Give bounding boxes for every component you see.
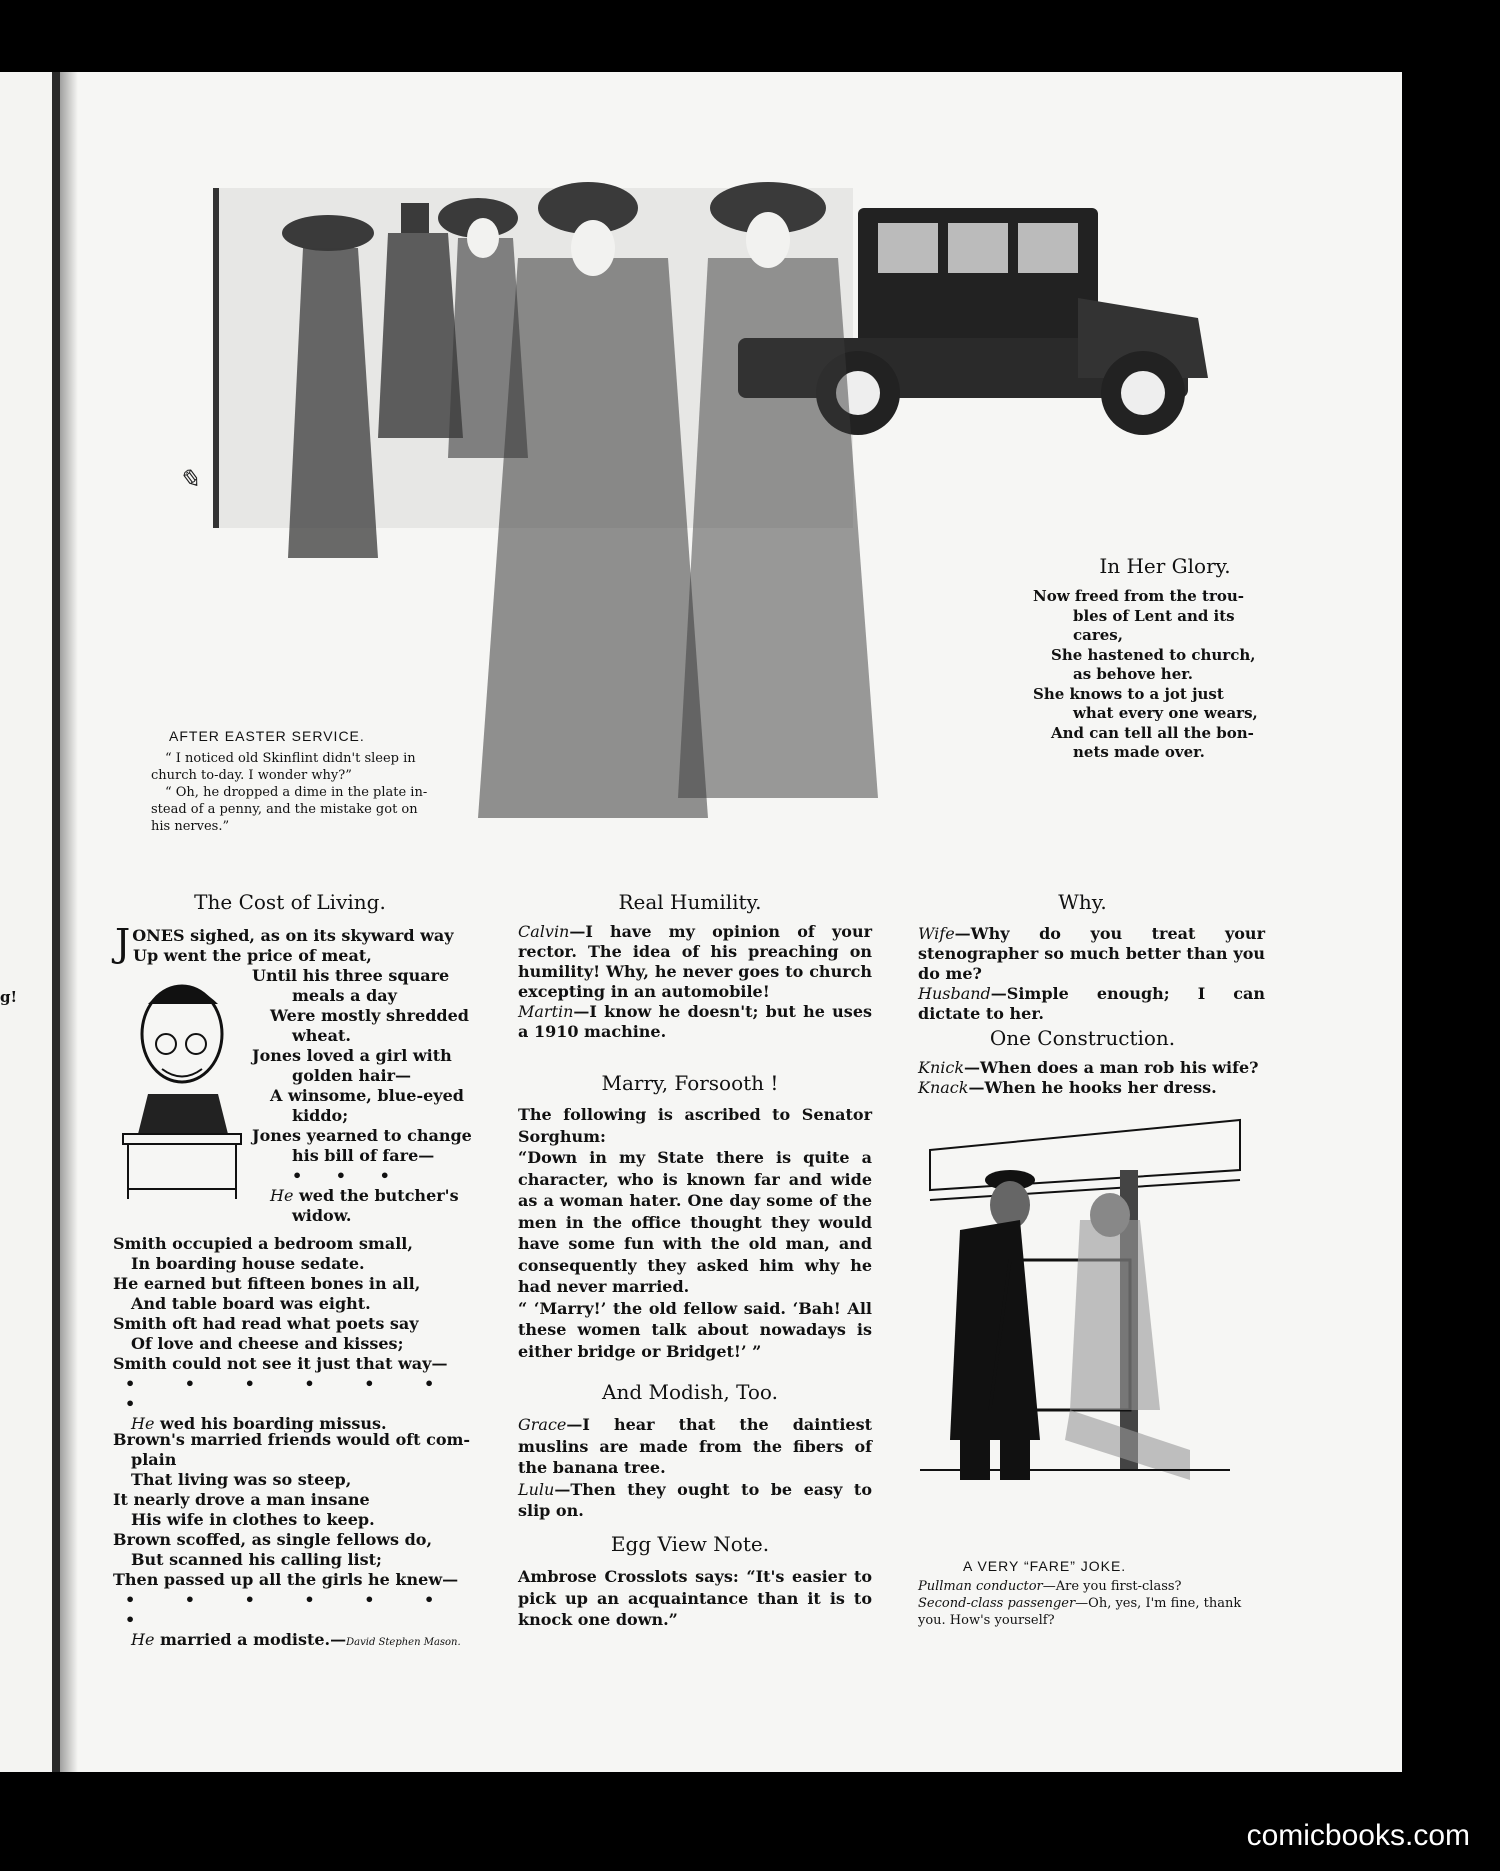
easter-caption-title: AFTER EASTER SERVICE.: [169, 728, 365, 744]
speaker: Wife: [918, 924, 955, 943]
speaker: Pullman conductor: [918, 1579, 1043, 1594]
and-modish-title: And Modish, Too.: [602, 1380, 778, 1404]
egg-view-text: [500, 1566, 872, 1631]
caption-line: “ I noticed old Skinflint didn't sleep in: [165, 751, 416, 766]
stars-divider: • • • • • • •: [125, 1590, 457, 1629]
poem-line: meals a day: [292, 986, 397, 1005]
caption-line: his nerves.”: [151, 819, 230, 834]
poem-line: ONES sighed, as on its skyward way: [132, 926, 454, 945]
poem-line: His wife in clothes to keep.: [131, 1510, 375, 1529]
poem-line: In boarding house sedate.: [131, 1254, 365, 1273]
speaker: Knack: [918, 1078, 969, 1097]
paragraph: “Down in my State there is quite a character, who is known far and wide as a woman hater. One day some of the men in the office thought they would have some fun with the old man, and consequently they asked him why he had never married.: [518, 1148, 872, 1296]
speaker: Calvin: [518, 922, 570, 941]
poem-line: Brown's married friends would oft com-: [113, 1430, 471, 1449]
poem-line: what every one wears,: [1073, 704, 1258, 722]
poem-line: Up went the price of meat,: [133, 946, 372, 965]
caption-line: “ Oh, he dropped a dime in the plate in-: [165, 785, 428, 800]
paragraph: “ ‘Marry!’ the old fellow said. ‘Bah! All these women talk about nowadays is either bridge or Bridget!’ ”: [518, 1298, 872, 1361]
jones-caricature: [118, 974, 246, 1199]
poem-line: nets made over.: [1073, 743, 1205, 761]
dialogue: —I know he doesn't; but he uses a 1910 machine.: [518, 1002, 872, 1041]
watermark: comicbooks.com: [1246, 1819, 1470, 1852]
speaker: Husband: [918, 984, 991, 1003]
left-page-fragment: g!: [0, 988, 18, 1006]
poem-line: Then passed up all the girls he knew—: [113, 1570, 459, 1589]
poem-line: That living was so steep,: [131, 1470, 352, 1489]
poem-line: plain: [131, 1450, 177, 1469]
dialogue: —When he hooks her dress.: [968, 1078, 1217, 1097]
svg-text:✎: ✎: [178, 465, 200, 495]
stars-divider: • • •: [292, 1166, 404, 1185]
poem-line: Smith oft had read what poets say: [113, 1314, 419, 1333]
easter-caption-body: [151, 750, 451, 835]
speaker: Knick: [918, 1058, 965, 1077]
dialogue: —Oh, yes, I'm fine, thank you. How's yourself?: [918, 1596, 1242, 1628]
poem-line: wed his boarding missus.: [154, 1414, 387, 1433]
poem-line: She knows to a jot just: [1033, 684, 1224, 703]
paragraph: Ambrose Crosslots says: “It's easier to pick up an acquaintance than it is to knock one down.”: [518, 1567, 872, 1629]
poem-line: Until his three square: [252, 966, 450, 985]
speaker: Lulu: [518, 1479, 555, 1499]
cost-of-living-poem: [115, 921, 475, 966]
poem-line: Smith could not see it just that way—: [113, 1354, 448, 1373]
and-modish-text: [500, 1414, 872, 1522]
dialogue: —Why do you treat your stenographer so much better than you do me?: [918, 924, 1265, 983]
why-text: [900, 924, 1265, 1024]
caption-line: church to-day. I wonder why?”: [151, 768, 352, 783]
spine-shadow: [60, 72, 78, 1772]
one-construction-text: [900, 1058, 1265, 1098]
poem-line: wed the butcher's: [293, 1186, 459, 1205]
page-gutter: [52, 72, 60, 1772]
caption-line: stead of a penny, and the mistake got on: [151, 802, 418, 817]
poem-line: It nearly drove a man insane: [113, 1490, 370, 1509]
cost-of-living-title: The Cost of Living.: [194, 890, 386, 914]
cost-of-living-stanza3: [113, 1430, 478, 1653]
in-her-glory-poem: [1033, 587, 1283, 763]
stars-divider: • • • • • • •: [125, 1374, 457, 1413]
poem-line: Jones loved a girl with: [252, 1046, 452, 1065]
cost-of-living-stanza1: [252, 966, 477, 1226]
poem-line: as behove her.: [1073, 665, 1194, 683]
speaker: Second-class passenger: [918, 1596, 1076, 1611]
poem-line: golden hair—: [292, 1066, 412, 1085]
dialogue: —Simple enough; I can dictate to her.: [918, 984, 1265, 1023]
why-title: Why.: [1058, 890, 1107, 914]
poem-line: A winsome, blue-eyed: [270, 1086, 464, 1105]
poem-line: And table board was eight.: [131, 1294, 371, 1313]
poem-line: Jones yearned to change: [252, 1126, 472, 1145]
fare-caption-title: A VERY “FARE” JOKE.: [963, 1558, 1127, 1574]
poem-line: bles of Lent and its: [1073, 606, 1235, 625]
italic-he: He: [270, 1186, 294, 1205]
left-page-edge: [0, 72, 52, 1772]
speaker: Grace: [518, 1415, 567, 1434]
poem-line: cares,: [1073, 626, 1123, 644]
cost-of-living-stanza2: [113, 1234, 478, 1434]
poem-line: Smith occupied a bedroom small,: [113, 1234, 413, 1253]
poem-line: And can tell all the bon-: [1051, 723, 1254, 742]
italic-he: He: [131, 1630, 155, 1649]
poem-line: He earned but fifteen bones in all,: [113, 1274, 421, 1293]
real-humility-title: Real Humility.: [618, 890, 762, 914]
dialogue: —When does a man rob his wife?: [964, 1058, 1259, 1077]
poem-line: widow.: [292, 1206, 352, 1225]
poem-line: But scanned his calling list;: [131, 1550, 382, 1569]
dialogue: —Are you first-class?: [1042, 1579, 1182, 1594]
real-humility-text: [500, 922, 872, 1042]
dropcap: J: [115, 921, 131, 965]
poem-line: She hastened to church,: [1051, 645, 1256, 664]
poem-line: Of love and cheese and kisses;: [131, 1334, 404, 1353]
italic-he: He: [131, 1414, 155, 1433]
dialogue: —Then they ought to be easy to slip on.: [518, 1479, 872, 1520]
poem-line: his bill of fare—: [292, 1146, 435, 1165]
one-construction-title: One Construction.: [989, 1026, 1176, 1050]
poem-line: Now freed from the trou-: [1033, 587, 1245, 605]
poem-line: Brown scoffed, as single fellows do,: [113, 1530, 433, 1549]
in-her-glory-title: In Her Glory.: [1099, 554, 1231, 578]
poem-line: married a modiste.—: [154, 1630, 347, 1649]
fare-caption-body: [898, 1578, 1264, 1629]
poem-line: Were mostly shredded: [270, 1006, 469, 1025]
author-signature: David Stephen Mason.: [346, 1637, 461, 1648]
egg-view-title: Egg View Note.: [610, 1532, 770, 1556]
paragraph: The following is ascribed to Senator Sorghum:: [518, 1105, 872, 1146]
dialogue: —I have my opinion of your rector. The idea of his preaching on humility! Why, he never goes to church excepting in an automobile!: [518, 922, 872, 1001]
marry-forsooth-text: [500, 1104, 872, 1362]
pullman-illustration: [890, 1110, 1255, 1510]
speaker: Martin: [518, 1002, 574, 1021]
dialogue: —I hear that the daintiest muslins are made from the fibers of the banana tree.: [518, 1415, 872, 1477]
marry-forsooth-title: Marry, Forsooth !: [601, 1071, 779, 1095]
poem-line: wheat.: [292, 1026, 351, 1045]
poem-line: kiddo;: [292, 1106, 349, 1125]
